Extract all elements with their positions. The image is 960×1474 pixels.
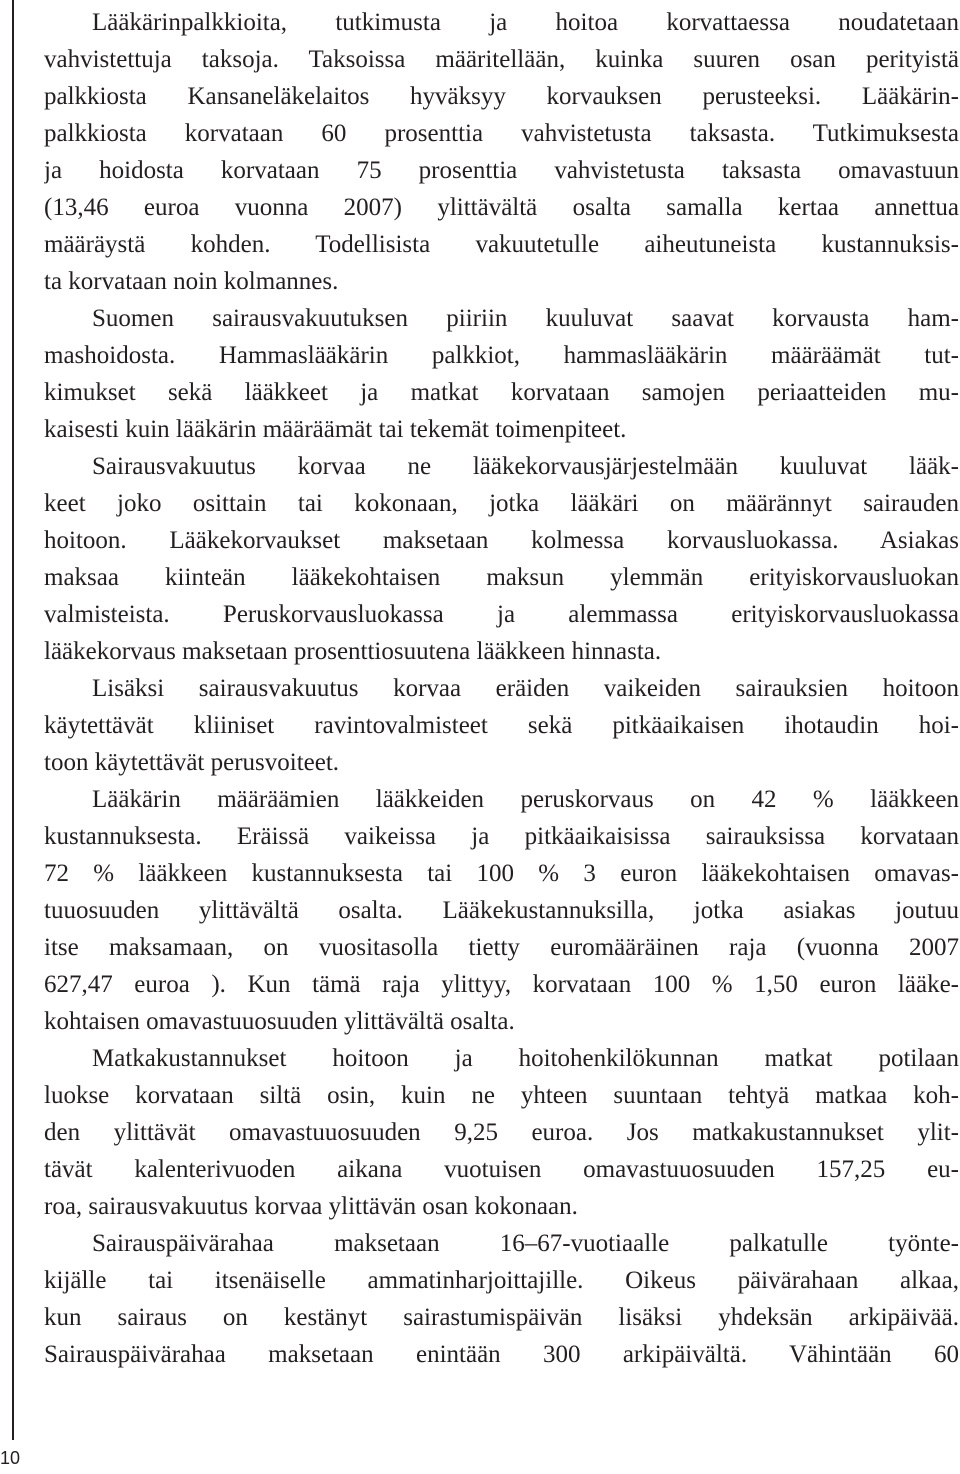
text-line: Suomen sairausvakuutuksen piiriin kuuluvat saavat korvausta ham- bbox=[92, 305, 959, 332]
text-line: 627,47 euroa ). Kun tämä raja ylittyy, korvataan 100 % 1,50 euron lääke- bbox=[44, 971, 959, 998]
text-line: palkkiosta korvataan 60 prosenttia vahvistetusta taksasta. Tutkimuksesta bbox=[44, 120, 959, 147]
text-line: tuuosuuden ylittävältä osalta. Lääkekustannuksilla, jotka asiakas joutuu bbox=[44, 897, 959, 924]
text-line: kun sairaus on kestänyt sairastumispäivän lisäksi yhdeksän arkipäivää. bbox=[44, 1304, 959, 1331]
text-line: ta korvataan noin kolmannes. bbox=[44, 268, 339, 295]
text-line: käytettävät kliiniset ravintovalmisteet sekä pitkäaikaisen ihotaudin hoi- bbox=[44, 712, 959, 739]
text-line: ja hoidosta korvataan 75 prosenttia vahvistetusta taksasta omavastuun bbox=[44, 157, 959, 184]
text-line: Sairauspäivärahaa maksetaan enintään 300 arkipäivältä. Vähintään 60 bbox=[44, 1341, 959, 1368]
text-line: maksaa kiinteän lääkekohtaisen maksun ylemmän erityiskorvausluokan bbox=[44, 564, 959, 591]
text-line: Lääkärin määräämien lääkkeiden peruskorvaus on 42 % lääkkeen bbox=[92, 786, 959, 813]
text-line: 72 % lääkkeen kustannuksesta tai 100 % 3 euron lääkekohtaisen omavas- bbox=[44, 860, 959, 887]
text-line: (13,46 euroa vuonna 2007) ylittävältä osalta samalla kertaa annettua bbox=[44, 194, 959, 221]
text-line: vahvistettuja taksoja. Taksoissa määritellään, kuinka suuren osan perityistä bbox=[44, 46, 959, 73]
text-line: Sairausvakuutus korvaa ne lääkekorvausjärjestelmään kuuluvat lääk- bbox=[92, 453, 959, 480]
text-line: kustannuksesta. Eräissä vaikeissa ja pitkäaikaisissa sairauksissa korvataan bbox=[44, 823, 959, 850]
text-line: määräystä kohden. Todellisista vakuutetulle aiheutuneista kustannuksis- bbox=[44, 231, 959, 258]
text-line: Matkakustannukset hoitoon ja hoitohenkilökunnan matkat potilaan bbox=[92, 1045, 959, 1072]
text-line: valmisteista. Peruskorvausluokassa ja alemmassa erityiskorvausluokassa bbox=[44, 601, 959, 628]
text-line: keet joko osittain tai kokonaan, jotka lääkäri on määrännyt sairauden bbox=[44, 490, 959, 517]
text-line: kimukset sekä lääkkeet ja matkat korvataan samojen periaatteiden mu- bbox=[44, 379, 959, 406]
text-line: Lääkärinpalkkioita, tutkimusta ja hoitoa korvattaessa noudatetaan bbox=[92, 9, 959, 36]
text-line: tävät kalenterivuoden aikana vuotuisen omavastuuosuuden 157,25 eu- bbox=[44, 1156, 959, 1183]
text-line: den ylittävät omavastuuosuuden 9,25 euroa. Jos matkakustannukset ylit- bbox=[44, 1119, 959, 1146]
text-line: lääkekorvaus maksetaan prosenttiosuutena lääkkeen hinnasta. bbox=[44, 638, 662, 665]
text-line: Lisäksi sairausvakuutus korvaa eräiden vaikeiden sairauksien hoitoon bbox=[92, 675, 959, 702]
text-line: palkkiosta Kansaneläkelaitos hyväksyy korvauksen perusteeksi. Lääkärin- bbox=[44, 83, 959, 110]
text-line: toon käytettävät perusvoiteet. bbox=[44, 749, 340, 776]
page-number: 10 bbox=[0, 1448, 21, 1468]
text-line: kohtaisen omavastuuosuuden ylittävältä osalta. bbox=[44, 1008, 515, 1035]
text-line: itse maksamaan, on vuositasolla tietty euromääräinen raja (vuonna 2007 bbox=[44, 934, 959, 961]
text-line: kaisesti kuin lääkärin määräämät tai tekemät toimenpiteet. bbox=[44, 416, 627, 443]
text-line: kijälle tai itsenäiselle ammatinharjoittajille. Oikeus päivärahaan alkaa, bbox=[44, 1267, 959, 1294]
text-line: Sairauspäivärahaa maksetaan 16–67-vuotiaalle palkatulle työnte- bbox=[92, 1230, 959, 1257]
text-line: mashoidosta. Hammaslääkärin palkkiot, hammaslääkärin määräämät tut- bbox=[44, 342, 959, 369]
text-line: luokse korvataan siltä osin, kuin ne yhteen suuntaan tehtyä matkaa koh- bbox=[44, 1082, 959, 1109]
text-line: hoitoon. Lääkekorvaukset maksetaan kolmessa korvausluokassa. Asiakas bbox=[44, 527, 959, 554]
text-line: roa, sairausvakuutus korvaa ylittävän osan kokonaan. bbox=[44, 1193, 578, 1220]
margin-rule bbox=[12, 0, 14, 1440]
